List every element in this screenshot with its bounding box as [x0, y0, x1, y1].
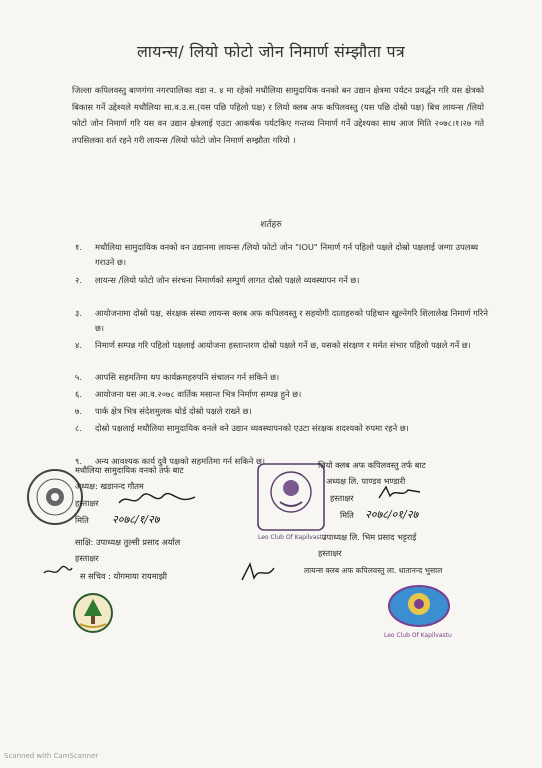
left-party-sign-label: हस्ताक्षर	[75, 498, 99, 508]
term-number: ४.	[75, 340, 82, 350]
term-text: मधौलिया सामुदायिक वनको वन उद्यानमा लायन्स /लियो फोटो जोन "IOU" निमार्ण गर्न पहिलो पक्षले दोस्रो पक्षलाई जग्गा उपलब्ध गराउने छ।	[95, 242, 479, 267]
term-text: पार्क क्षेत्र भित्र संदेशमुलक थोर्ड दोस्रो पक्षले राख्ने छ।	[95, 406, 252, 416]
term-number: ७.	[75, 406, 82, 416]
document-title: लायन्स/ लियो फोटो जोन निमार्ण संम्झौता पत्र	[136, 42, 406, 61]
term-text: आपसि सहमतिमा थप कार्यक्रमहरुपनि संचालन गर्न सकिने छ।	[95, 372, 280, 382]
term-number: ९.	[75, 456, 82, 466]
leo-seal-caption: Leo Club Of Kapilvastu	[258, 534, 326, 541]
term-text: लायन्स /लियो फोटो जोन संरचना निमार्णको सम्पुर्ण लागत दोस्रो पक्षले व्यवस्थापन गर्ने छ।	[95, 275, 360, 285]
left-party-witness-sign: हस्ताक्षर	[75, 553, 99, 563]
right-party-date-label: मिति	[340, 510, 354, 520]
right-party-date: २०७८/०१/२७	[365, 508, 419, 521]
right-party-lions-member: लायन्स क्लब अफ कपिलवस्तु ला. धातानन्द भुसाल	[304, 566, 443, 575]
leo-club-seal	[256, 462, 326, 532]
term-text: अन्य आवश्यक कार्य दुवै पक्षको सहमतिमा गर्न सकिने छ।	[95, 456, 265, 466]
lions-member-signature	[238, 560, 276, 584]
term-number: ५.	[75, 372, 82, 382]
term-number: ३.	[75, 308, 82, 318]
right-party-president: अध्यक्ष लि. पाण्डव भण्डारी	[326, 476, 406, 486]
left-party-date: २०७८/१/२७	[112, 513, 160, 526]
term-number: ६.	[75, 389, 82, 399]
leo-club-logo	[380, 582, 458, 634]
right-party-sign-label: हस्ताक्षर	[330, 493, 354, 503]
forest-committee-logo	[72, 592, 114, 634]
right-party-vice-sign: हस्ताक्षर	[318, 548, 342, 558]
right-party-vice: उपाध्यक्ष लि. भिम प्रसाद भट्टराई	[322, 532, 417, 542]
term-text: आयोजना यस आ.व.२०७८ वार्तिक मसान्त भित्र निर्माण सम्पन्न हुने छ।	[95, 389, 302, 399]
term-number: १.	[75, 242, 82, 252]
left-party-date-label: मिति	[75, 515, 89, 525]
left-party-chair: अध्यक्ष: खडानन्द गौतम	[75, 481, 144, 491]
term-text: निमार्ण सम्पन्न गरि पहिलो पक्षलाई आयोजना हस्तान्तरण दोस्रो पक्षले गर्ने छ, यसको संरक्षण र मर्मत संभार पहिलो पक्षले गर्ने छ।	[95, 340, 471, 350]
intro-paragraph: जिल्ला कपिलवस्तु बाणगंगा नगरपालिका वडा न. ४ मा रहेको मधौलिया सामुदायिक वनको बन उद्यान क्षेत्रमा पर्यटन प्रवर्द्धन गरि यस क्षेत्रको बिकास गर्ने उद्देश्यले मधौलिया सा.व.उ.स.(यस पछि पहिलो पक्ष) र लियो क्लब अफ कपिलवस्तु (यस पछि दोस्रो पक्ष) बिच लायन्स /लियो फोटो जोन निमार्ण गरि यस वन उद्यान क्षेत्रलाई एउटा आकर्षक पर्यटकिए गन्तव्य निमार्ण गर्ने उद्देश्यका साथ आज मिति २०७८।१।२७ गते तपसिलका शर्त रहने गरी लायन्स /लियो फोटो जोन निमार्ण सम्झौता गरियो ।	[72, 85, 484, 145]
secretary-signature	[42, 563, 74, 579]
leo-logo-caption: Leo Club Of Kapilvastu	[384, 632, 452, 639]
scanner-watermark: Scanned with CamScanner	[4, 752, 99, 760]
right-president-signature	[376, 484, 424, 502]
left-party-witness: साक्षि: उपाध्यक्ष तुल्सी प्रसाद अर्याल	[75, 537, 181, 547]
right-party-heading: लियो क्लब अफ कपिलवस्तु तर्फ बाट	[318, 460, 426, 470]
term-text: आयोजनामा दोस्रो पक्ष, संरक्षक संस्था लायन्स क्लब अफ कपिलवस्तु र सहयोगी दाताहरुको पहिचान खुल्नेगरि शिलालेख निमार्ण गरिने छ।	[95, 308, 488, 333]
term-number: २.	[75, 275, 82, 285]
left-chair-signature	[117, 491, 197, 509]
term-text: दोस्रो पक्षलाई मधौलिया सामुदायिक वनले वने उद्यान व्यवस्थापनको एउटा संरक्षक शदश्यको रुपमा रहने छ।	[95, 423, 409, 433]
left-party-heading: मधौलिया सामुदायिक वनको तर्फ बाट	[75, 465, 184, 475]
terms-heading: शर्तहरु	[260, 220, 282, 230]
left-party-secretary: स सचिव : योगमाया रायमाझी	[80, 571, 168, 581]
term-number: ८.	[75, 423, 82, 433]
